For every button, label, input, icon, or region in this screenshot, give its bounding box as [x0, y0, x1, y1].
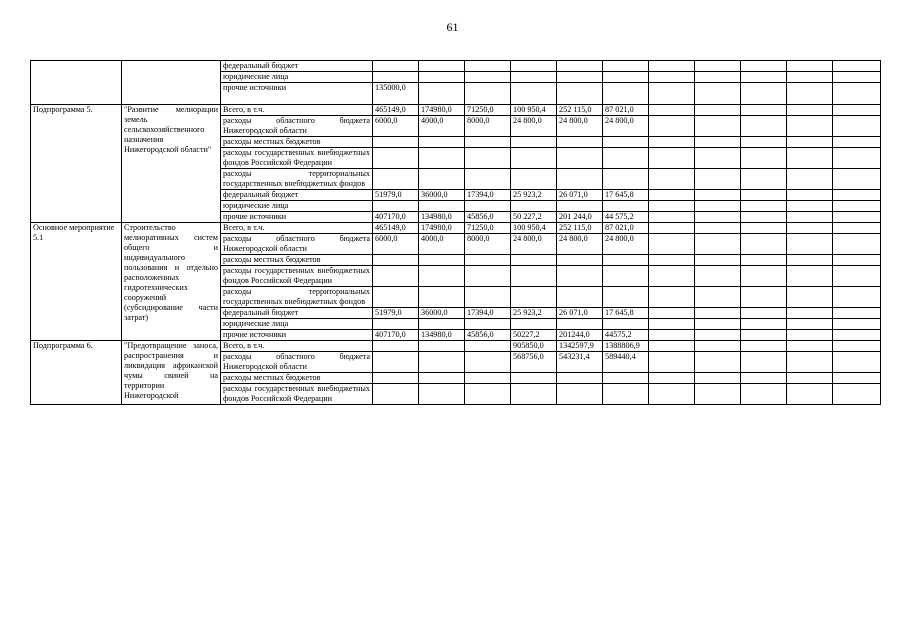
- value-cell: [419, 169, 465, 190]
- empty-cell: [649, 148, 695, 169]
- empty-cell: [741, 330, 787, 341]
- empty-cell: [833, 341, 881, 352]
- value-cell: [419, 384, 465, 405]
- value-cell: 51979,0: [373, 190, 419, 201]
- empty-cell: [833, 373, 881, 384]
- empty-cell: [741, 190, 787, 201]
- empty-cell: [741, 72, 787, 83]
- value-cell: [557, 83, 603, 105]
- value-cell: [603, 72, 649, 83]
- value-cell: [511, 373, 557, 384]
- empty-cell: [695, 72, 741, 83]
- empty-cell: [649, 330, 695, 341]
- value-cell: [465, 352, 511, 373]
- value-cell: [465, 61, 511, 72]
- value-cell: [603, 61, 649, 72]
- value-cell: [373, 341, 419, 352]
- funding-source-cell: юридические лица: [221, 319, 373, 330]
- value-cell: [465, 201, 511, 212]
- value-cell: 4000,0: [419, 116, 465, 137]
- funding-source-cell: прочие источники: [221, 330, 373, 341]
- value-cell: [603, 255, 649, 266]
- value-cell: [465, 319, 511, 330]
- empty-cell: [695, 308, 741, 319]
- empty-cell: [695, 255, 741, 266]
- empty-cell: [787, 341, 833, 352]
- value-cell: [419, 201, 465, 212]
- value-cell: [465, 169, 511, 190]
- value-cell: 905850,0: [511, 341, 557, 352]
- value-cell: 543231,4: [557, 352, 603, 373]
- value-cell: 1342597,9: [557, 341, 603, 352]
- value-cell: [603, 384, 649, 405]
- funding-source-cell: Всего, в т.ч.: [221, 341, 373, 352]
- value-cell: 100 950,4: [511, 105, 557, 116]
- funding-source-cell: расходы государственных внебюджетных фондов Российской Федерации: [221, 148, 373, 169]
- value-cell: 174980,0: [419, 105, 465, 116]
- empty-cell: [695, 83, 741, 105]
- value-cell: 174980,0: [419, 223, 465, 234]
- value-cell: [603, 319, 649, 330]
- table-row: [31, 61, 881, 72]
- value-cell: [419, 137, 465, 148]
- budget-table: [30, 60, 881, 405]
- empty-cell: [787, 373, 833, 384]
- value-cell: [419, 148, 465, 169]
- value-cell: [511, 137, 557, 148]
- empty-cell: [695, 61, 741, 72]
- value-cell: 87 021,0: [603, 223, 649, 234]
- empty-cell: [787, 223, 833, 234]
- value-cell: [465, 72, 511, 83]
- value-cell: 17394,0: [465, 308, 511, 319]
- funding-source-cell: юридические лица: [221, 72, 373, 83]
- value-cell: 71250,0: [465, 223, 511, 234]
- value-cell: 24 800,0: [511, 234, 557, 255]
- value-cell: [465, 287, 511, 308]
- empty-cell: [695, 234, 741, 255]
- value-cell: [603, 137, 649, 148]
- empty-cell: [649, 61, 695, 72]
- value-cell: [373, 72, 419, 83]
- value-cell: [373, 352, 419, 373]
- value-cell: 201 244,0: [557, 212, 603, 223]
- funding-source-cell: федеральный бюджет: [221, 61, 373, 72]
- value-cell: [419, 266, 465, 287]
- empty-cell: [833, 223, 881, 234]
- value-cell: [603, 266, 649, 287]
- value-cell: 26 071,0: [557, 190, 603, 201]
- value-cell: [511, 201, 557, 212]
- empty-cell: [787, 148, 833, 169]
- value-cell: [511, 287, 557, 308]
- program-type-cell: Подпрограмма 6.: [31, 341, 122, 405]
- funding-source-cell: расходы территориальных государственных внебюджетных фондов: [221, 169, 373, 190]
- value-cell: [419, 373, 465, 384]
- program-name-cell: "Предотвращение заноса, распространения и ликвидация африканской чумы свиней на территории Нижегородской: [122, 341, 221, 405]
- value-cell: 589440,4: [603, 352, 649, 373]
- value-cell: [419, 72, 465, 83]
- empty-cell: [833, 330, 881, 341]
- empty-cell: [833, 212, 881, 223]
- value-cell: 6000,0: [373, 116, 419, 137]
- empty-cell: [741, 308, 787, 319]
- empty-cell: [787, 83, 833, 105]
- empty-cell: [649, 234, 695, 255]
- value-cell: [373, 169, 419, 190]
- value-cell: 6000,0: [373, 234, 419, 255]
- empty-cell: [741, 105, 787, 116]
- empty-cell: [649, 105, 695, 116]
- value-cell: 134980,0: [419, 330, 465, 341]
- value-cell: 8000,0: [465, 234, 511, 255]
- empty-cell: [695, 373, 741, 384]
- value-cell: [373, 266, 419, 287]
- value-cell: 4000,0: [419, 234, 465, 255]
- empty-cell: [787, 330, 833, 341]
- empty-cell: [741, 384, 787, 405]
- value-cell: [465, 255, 511, 266]
- value-cell: [511, 83, 557, 105]
- empty-cell: [833, 137, 881, 148]
- program-name-cell: [122, 61, 221, 105]
- empty-cell: [787, 384, 833, 405]
- empty-cell: [649, 255, 695, 266]
- value-cell: 25 923,2: [511, 308, 557, 319]
- empty-cell: [833, 352, 881, 373]
- empty-cell: [787, 287, 833, 308]
- funding-source-cell: расходы местных бюджетов: [221, 373, 373, 384]
- value-cell: [373, 255, 419, 266]
- empty-cell: [787, 308, 833, 319]
- empty-cell: [695, 190, 741, 201]
- empty-cell: [741, 116, 787, 137]
- value-cell: [465, 373, 511, 384]
- value-cell: [557, 266, 603, 287]
- empty-cell: [833, 384, 881, 405]
- value-cell: [373, 201, 419, 212]
- empty-cell: [649, 341, 695, 352]
- empty-cell: [741, 373, 787, 384]
- empty-cell: [787, 201, 833, 212]
- empty-cell: [741, 352, 787, 373]
- value-cell: 252 115,0: [557, 105, 603, 116]
- value-cell: [511, 266, 557, 287]
- value-cell: [603, 83, 649, 105]
- empty-cell: [695, 201, 741, 212]
- empty-cell: [833, 266, 881, 287]
- empty-cell: [741, 255, 787, 266]
- program-type-cell: Основное мероприятие 5.1: [31, 223, 122, 341]
- empty-cell: [833, 116, 881, 137]
- funding-source-cell: расходы местных бюджетов: [221, 255, 373, 266]
- empty-cell: [695, 212, 741, 223]
- table-row: [31, 105, 881, 116]
- empty-cell: [695, 148, 741, 169]
- value-cell: 36000,0: [419, 190, 465, 201]
- empty-cell: [695, 352, 741, 373]
- value-cell: 24 800,0: [557, 116, 603, 137]
- value-cell: [557, 201, 603, 212]
- value-cell: [557, 61, 603, 72]
- empty-cell: [649, 201, 695, 212]
- funding-source-cell: расходы государственных внебюджетных фондов Российской Федерации: [221, 266, 373, 287]
- empty-cell: [787, 190, 833, 201]
- empty-cell: [649, 83, 695, 105]
- empty-cell: [695, 137, 741, 148]
- value-cell: [419, 319, 465, 330]
- funding-source-cell: прочие источники: [221, 83, 373, 105]
- empty-cell: [741, 341, 787, 352]
- value-cell: 45856,0: [465, 330, 511, 341]
- empty-cell: [787, 234, 833, 255]
- empty-cell: [649, 212, 695, 223]
- value-cell: [465, 384, 511, 405]
- value-cell: [603, 169, 649, 190]
- funding-source-cell: расходы территориальных государственных внебюджетных фондов: [221, 287, 373, 308]
- funding-source-cell: расходы областного бюджета Нижегородской области: [221, 352, 373, 373]
- value-cell: 407170,0: [373, 330, 419, 341]
- value-cell: 24 800,0: [557, 234, 603, 255]
- empty-cell: [649, 287, 695, 308]
- value-cell: [511, 319, 557, 330]
- empty-cell: [741, 137, 787, 148]
- value-cell: 465149,0: [373, 105, 419, 116]
- empty-cell: [695, 287, 741, 308]
- value-cell: 407170,0: [373, 212, 419, 223]
- empty-cell: [833, 255, 881, 266]
- funding-source-cell: прочие источники: [221, 212, 373, 223]
- value-cell: 87 021,0: [603, 105, 649, 116]
- value-cell: [465, 137, 511, 148]
- empty-cell: [787, 266, 833, 287]
- empty-cell: [833, 83, 881, 105]
- value-cell: [511, 148, 557, 169]
- value-cell: [557, 137, 603, 148]
- value-cell: 25 923,2: [511, 190, 557, 201]
- empty-cell: [833, 72, 881, 83]
- value-cell: 134980,0: [419, 212, 465, 223]
- empty-cell: [741, 223, 787, 234]
- value-cell: [373, 61, 419, 72]
- empty-cell: [695, 105, 741, 116]
- value-cell: 17 645,8: [603, 190, 649, 201]
- value-cell: [557, 255, 603, 266]
- value-cell: [603, 373, 649, 384]
- value-cell: [373, 148, 419, 169]
- empty-cell: [695, 169, 741, 190]
- funding-source-cell: Всего, в т.ч.: [221, 105, 373, 116]
- value-cell: 44575,2: [603, 330, 649, 341]
- value-cell: 568756,0: [511, 352, 557, 373]
- empty-cell: [833, 287, 881, 308]
- empty-cell: [833, 234, 881, 255]
- value-cell: [603, 201, 649, 212]
- empty-cell: [787, 61, 833, 72]
- empty-cell: [695, 319, 741, 330]
- value-cell: [511, 72, 557, 83]
- value-cell: 51979,0: [373, 308, 419, 319]
- value-cell: [557, 287, 603, 308]
- value-cell: 465149,0: [373, 223, 419, 234]
- table-row: [31, 223, 881, 234]
- value-cell: 8000,0: [465, 116, 511, 137]
- empty-cell: [741, 148, 787, 169]
- empty-cell: [787, 255, 833, 266]
- value-cell: [511, 384, 557, 405]
- table-row: [31, 341, 881, 352]
- value-cell: [419, 352, 465, 373]
- empty-cell: [787, 72, 833, 83]
- value-cell: [373, 319, 419, 330]
- empty-cell: [833, 105, 881, 116]
- empty-cell: [695, 341, 741, 352]
- value-cell: 201244,0: [557, 330, 603, 341]
- funding-source-cell: расходы государственных внебюджетных фондов Российской Федерации: [221, 384, 373, 405]
- value-cell: 45856,0: [465, 212, 511, 223]
- empty-cell: [833, 169, 881, 190]
- empty-cell: [695, 330, 741, 341]
- empty-cell: [741, 266, 787, 287]
- empty-cell: [649, 373, 695, 384]
- value-cell: [419, 61, 465, 72]
- funding-source-cell: расходы областного бюджета Нижегородской области: [221, 234, 373, 255]
- value-cell: 24 800,0: [603, 234, 649, 255]
- value-cell: [419, 287, 465, 308]
- empty-cell: [741, 287, 787, 308]
- value-cell: [419, 341, 465, 352]
- empty-cell: [649, 169, 695, 190]
- value-cell: [373, 287, 419, 308]
- empty-cell: [741, 83, 787, 105]
- value-cell: 36000,0: [419, 308, 465, 319]
- value-cell: [603, 287, 649, 308]
- funding-source-cell: федеральный бюджет: [221, 308, 373, 319]
- empty-cell: [833, 201, 881, 212]
- value-cell: [557, 72, 603, 83]
- value-cell: 135000,0: [373, 83, 419, 105]
- empty-cell: [649, 384, 695, 405]
- value-cell: 44 575,2: [603, 212, 649, 223]
- value-cell: 17394,0: [465, 190, 511, 201]
- funding-source-cell: расходы областного бюджета Нижегородской области: [221, 116, 373, 137]
- empty-cell: [649, 72, 695, 83]
- empty-cell: [741, 201, 787, 212]
- empty-cell: [741, 212, 787, 223]
- value-cell: [557, 319, 603, 330]
- empty-cell: [695, 384, 741, 405]
- program-name-cell: "Развитие мелиорации земель сельскохозяйственного назначения Нижегородской области": [122, 105, 221, 223]
- value-cell: [511, 61, 557, 72]
- empty-cell: [833, 319, 881, 330]
- value-cell: [511, 255, 557, 266]
- funding-source-cell: федеральный бюджет: [221, 190, 373, 201]
- value-cell: [419, 255, 465, 266]
- value-cell: 17 645,8: [603, 308, 649, 319]
- value-cell: [557, 384, 603, 405]
- funding-source-cell: расходы местных бюджетов: [221, 137, 373, 148]
- value-cell: [373, 384, 419, 405]
- value-cell: [465, 341, 511, 352]
- empty-cell: [741, 234, 787, 255]
- empty-cell: [741, 319, 787, 330]
- empty-cell: [833, 148, 881, 169]
- value-cell: 50227,2: [511, 330, 557, 341]
- empty-cell: [695, 266, 741, 287]
- empty-cell: [787, 352, 833, 373]
- value-cell: [373, 137, 419, 148]
- empty-cell: [787, 137, 833, 148]
- empty-cell: [787, 116, 833, 137]
- empty-cell: [833, 61, 881, 72]
- value-cell: [603, 148, 649, 169]
- empty-cell: [833, 308, 881, 319]
- program-name-cell: Строительство мелиоративных систем общего и индивидуального пользования и отдельно расположенных гидротехнических сооружений (субсидирование части затрат): [122, 223, 221, 341]
- value-cell: [373, 373, 419, 384]
- value-cell: [557, 373, 603, 384]
- empty-cell: [649, 266, 695, 287]
- empty-cell: [649, 319, 695, 330]
- value-cell: 50 227,2: [511, 212, 557, 223]
- empty-cell: [649, 352, 695, 373]
- empty-cell: [741, 169, 787, 190]
- value-cell: [557, 148, 603, 169]
- program-type-cell: [31, 61, 122, 105]
- empty-cell: [649, 116, 695, 137]
- empty-cell: [649, 223, 695, 234]
- value-cell: 252 115,0: [557, 223, 603, 234]
- empty-cell: [649, 190, 695, 201]
- page-number: 61: [446, 20, 459, 34]
- value-cell: 24 800,0: [511, 116, 557, 137]
- value-cell: 1388806,9: [603, 341, 649, 352]
- empty-cell: [649, 308, 695, 319]
- empty-cell: [695, 116, 741, 137]
- value-cell: 100 950,4: [511, 223, 557, 234]
- empty-cell: [695, 223, 741, 234]
- empty-cell: [787, 319, 833, 330]
- value-cell: [557, 169, 603, 190]
- value-cell: 24 800,0: [603, 116, 649, 137]
- value-cell: [465, 83, 511, 105]
- empty-cell: [787, 105, 833, 116]
- value-cell: 26 071,0: [557, 308, 603, 319]
- empty-cell: [741, 61, 787, 72]
- empty-cell: [833, 190, 881, 201]
- value-cell: [465, 148, 511, 169]
- empty-cell: [787, 169, 833, 190]
- empty-cell: [787, 212, 833, 223]
- program-type-cell: Подпрограмма 5.: [31, 105, 122, 223]
- funding-source-cell: юридические лица: [221, 201, 373, 212]
- value-cell: [465, 266, 511, 287]
- value-cell: [511, 169, 557, 190]
- empty-cell: [649, 137, 695, 148]
- value-cell: 71250,0: [465, 105, 511, 116]
- funding-source-cell: Всего, в т.ч.: [221, 223, 373, 234]
- value-cell: [419, 83, 465, 105]
